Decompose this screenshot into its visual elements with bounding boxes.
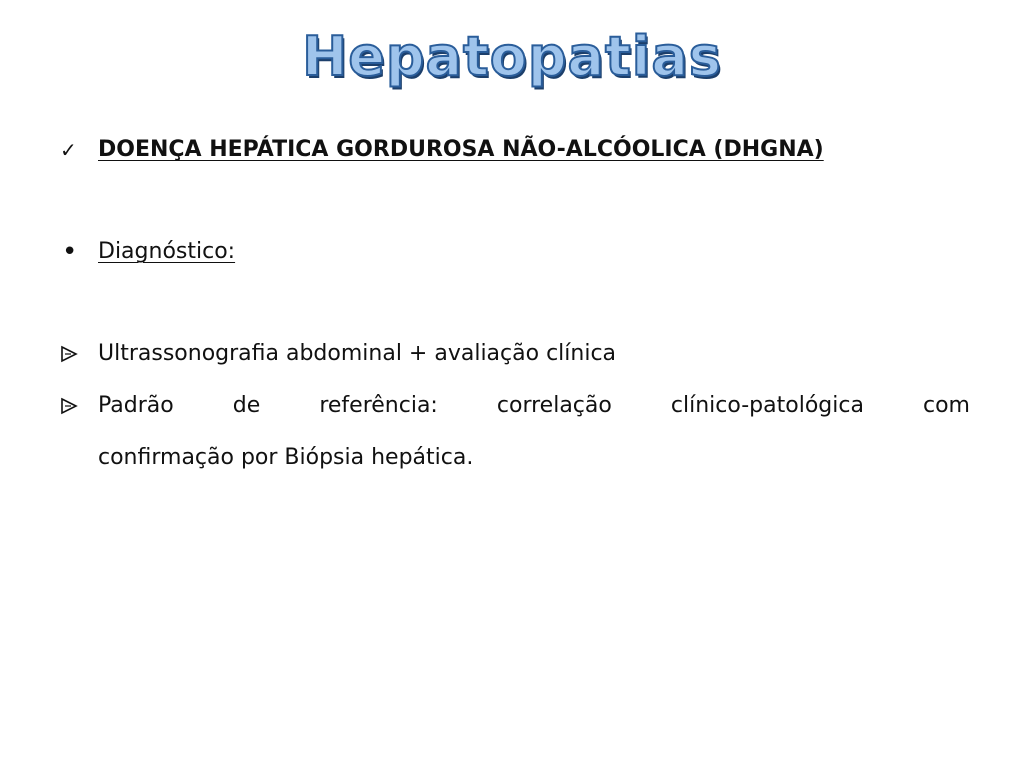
list-item: [60, 380, 970, 484]
list-item-line-1: Padrão de referência: correlação clínico-patológica com: [98, 393, 970, 418]
arrow-bullet-icon: [60, 328, 90, 383]
check-mark-icon: ✓: [60, 138, 77, 162]
list-item-text: Ultrassonografia abdominal + avaliação clínica: [98, 341, 617, 366]
arrow-bullet-icon-shape: [60, 397, 78, 415]
bullet-icon: •: [62, 237, 78, 267]
arrow-bullet-icon: [60, 380, 90, 435]
heading-text: DOENÇA HEPÁTICA GORDUROSA NÃO-ALCÓOLICA (DHGNA): [98, 137, 824, 162]
subheading-text: Diagnóstico:: [98, 239, 236, 264]
list-item-line-2: confirmação por Biópsia hepática.: [98, 445, 474, 470]
slide-title: Hepatopatias: [302, 25, 722, 88]
list-item-text: [98, 380, 970, 484]
arrow-bullet-icon-shape: [60, 345, 78, 363]
